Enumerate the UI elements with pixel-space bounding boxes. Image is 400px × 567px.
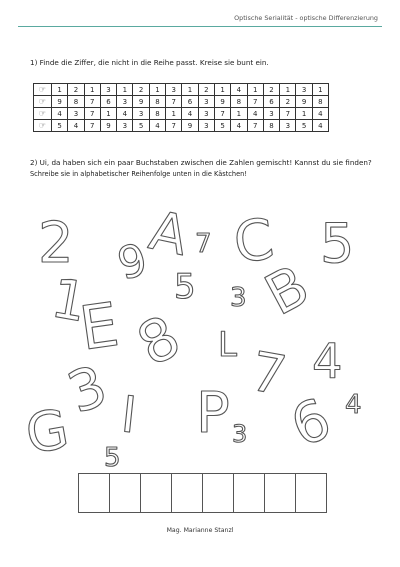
answer-box[interactable] <box>233 473 265 513</box>
answer-box[interactable] <box>264 473 296 513</box>
outline-char: 7 <box>195 229 212 259</box>
outline-char: 4 <box>345 390 362 420</box>
digit-cell[interactable]: 5 <box>52 120 68 132</box>
digit-cell[interactable]: 3 <box>100 84 116 96</box>
digit-cell[interactable]: 7 <box>84 120 100 132</box>
answer-box[interactable] <box>171 473 203 513</box>
digit-cell[interactable]: 9 <box>100 120 116 132</box>
digit-cell[interactable]: 5 <box>296 120 312 132</box>
digit-cell[interactable]: 1 <box>166 108 182 120</box>
digit-cell[interactable]: 7 <box>84 108 100 120</box>
header-divider <box>18 26 382 27</box>
outline-char: 3 <box>232 420 248 448</box>
outline-char: C <box>229 206 278 277</box>
answer-boxes <box>78 473 326 513</box>
outline-char: I <box>118 385 140 445</box>
outline-char: E <box>75 289 123 365</box>
digit-cell[interactable]: 1 <box>214 84 230 96</box>
digit-cell[interactable]: 1 <box>280 84 296 96</box>
outline-char: L <box>218 325 237 365</box>
digit-cell[interactable]: 2 <box>280 96 296 108</box>
pointing-hand-icon: ☞ <box>34 96 52 108</box>
digit-cell[interactable]: 4 <box>312 120 328 132</box>
digit-cell[interactable]: 3 <box>296 84 312 96</box>
digit-cell[interactable]: 5 <box>214 120 230 132</box>
outline-char: G <box>21 397 74 467</box>
task2-instruction-line2: Schreibe sie in alphabetischer Reihenfolge unten in die Kästchen! <box>30 170 247 178</box>
digit-row <box>34 96 329 108</box>
digit-cell[interactable]: 2 <box>133 84 149 96</box>
digit-cell[interactable]: 1 <box>231 108 247 120</box>
digit-cell[interactable]: 4 <box>149 120 165 132</box>
answer-box[interactable] <box>202 473 234 513</box>
digit-cell[interactable]: 1 <box>149 84 165 96</box>
digit-cell[interactable]: 3 <box>198 108 214 120</box>
digit-cell[interactable]: 9 <box>52 96 68 108</box>
outline-char: 3 <box>230 283 247 313</box>
digit-cell[interactable]: 9 <box>182 120 198 132</box>
digit-cell[interactable]: 6 <box>182 96 198 108</box>
outline-char: B <box>255 253 320 329</box>
digit-cell[interactable]: 1 <box>117 84 133 96</box>
answer-box[interactable] <box>78 473 110 513</box>
author-credit: Mag. Marianne Stanzl <box>166 527 234 534</box>
digit-cell[interactable]: 4 <box>231 120 247 132</box>
digit-cell[interactable]: 3 <box>133 108 149 120</box>
pointing-hand-icon: ☞ <box>34 108 52 120</box>
digit-series-table <box>33 83 329 132</box>
digit-cell[interactable]: 7 <box>166 96 182 108</box>
digit-cell[interactable]: 1 <box>296 108 312 120</box>
digit-cell[interactable]: 8 <box>68 96 84 108</box>
digit-cell[interactable]: 4 <box>52 108 68 120</box>
digit-cell[interactable]: 6 <box>263 96 279 108</box>
digit-cell[interactable]: 1 <box>182 84 198 96</box>
task2-instruction-line1: 2) Ui, da haben sich ein paar Buchstaben zwischen die Zahlen gemischt! Kannst du sie finden? <box>30 158 372 167</box>
digit-cell[interactable]: 3 <box>280 120 296 132</box>
outline-char: 8 <box>126 302 191 380</box>
digit-cell[interactable]: 4 <box>312 108 328 120</box>
digit-cell[interactable]: 7 <box>280 108 296 120</box>
outline-char: 1 <box>46 266 92 335</box>
digit-row <box>34 108 329 120</box>
digit-cell[interactable]: 7 <box>247 120 263 132</box>
digit-cell[interactable]: 4 <box>247 108 263 120</box>
digit-cell[interactable]: 7 <box>166 120 182 132</box>
page-header-title: Optische Serialität - optische Differenzierung <box>234 14 378 22</box>
outline-char: 5 <box>104 443 121 473</box>
digit-cell[interactable]: 3 <box>198 120 214 132</box>
digit-cell[interactable]: 4 <box>117 108 133 120</box>
digit-cell[interactable]: 3 <box>198 96 214 108</box>
digit-cell[interactable]: 3 <box>117 96 133 108</box>
digit-cell[interactable]: 1 <box>84 84 100 96</box>
pointing-hand-icon: ☞ <box>34 120 52 132</box>
outline-char: 2 <box>38 211 74 276</box>
digit-cell[interactable]: 3 <box>68 108 84 120</box>
digit-row <box>34 84 329 96</box>
digit-cell[interactable]: 1 <box>52 84 68 96</box>
digit-cell[interactable]: 2 <box>198 84 214 96</box>
digit-cell[interactable]: 7 <box>247 96 263 108</box>
digit-cell[interactable]: 8 <box>149 108 165 120</box>
digit-cell[interactable]: 8 <box>263 120 279 132</box>
answer-box[interactable] <box>295 473 327 513</box>
outline-char: 5 <box>174 267 196 307</box>
digit-cell[interactable]: 8 <box>312 96 328 108</box>
answer-box[interactable] <box>109 473 141 513</box>
digit-cell[interactable]: 1 <box>100 108 116 120</box>
digit-row <box>34 120 329 132</box>
outline-char: 6 <box>282 386 340 461</box>
digit-cell[interactable]: 8 <box>149 96 165 108</box>
outline-char: P <box>196 381 230 446</box>
outline-char: 5 <box>320 212 355 275</box>
outline-char: 9 <box>112 233 153 291</box>
outline-char: 4 <box>312 334 343 390</box>
task1-instruction: 1) Finde die Ziffer, die nicht in die Reihe passt. Kreise sie bunt ein. <box>30 58 269 67</box>
digit-cell[interactable]: 1 <box>247 84 263 96</box>
digit-cell[interactable]: 1 <box>312 84 328 96</box>
digit-cell[interactable]: 3 <box>166 84 182 96</box>
digit-cell[interactable]: 6 <box>100 96 116 108</box>
digit-cell[interactable]: 2 <box>263 84 279 96</box>
digit-cell[interactable]: 7 <box>214 108 230 120</box>
digit-cell[interactable]: 3 <box>117 120 133 132</box>
digit-cell[interactable]: 7 <box>84 96 100 108</box>
outline-char: 7 <box>246 339 291 408</box>
answer-box[interactable] <box>140 473 172 513</box>
digit-cell[interactable]: 4 <box>182 108 198 120</box>
digit-cell[interactable]: 3 <box>263 108 279 120</box>
digit-cell[interactable]: 4 <box>68 120 84 132</box>
digit-cell[interactable]: 9 <box>133 96 149 108</box>
digit-cell[interactable]: 8 <box>231 96 247 108</box>
outline-char: A <box>144 198 194 268</box>
digit-cell[interactable]: 5 <box>133 120 149 132</box>
digit-cell[interactable]: 9 <box>214 96 230 108</box>
digit-cell[interactable]: 2 <box>68 84 84 96</box>
digit-cell[interactable]: 9 <box>296 96 312 108</box>
pointing-hand-icon: ☞ <box>34 84 52 96</box>
outline-char: 3 <box>59 353 116 427</box>
digit-cell[interactable]: 4 <box>231 84 247 96</box>
